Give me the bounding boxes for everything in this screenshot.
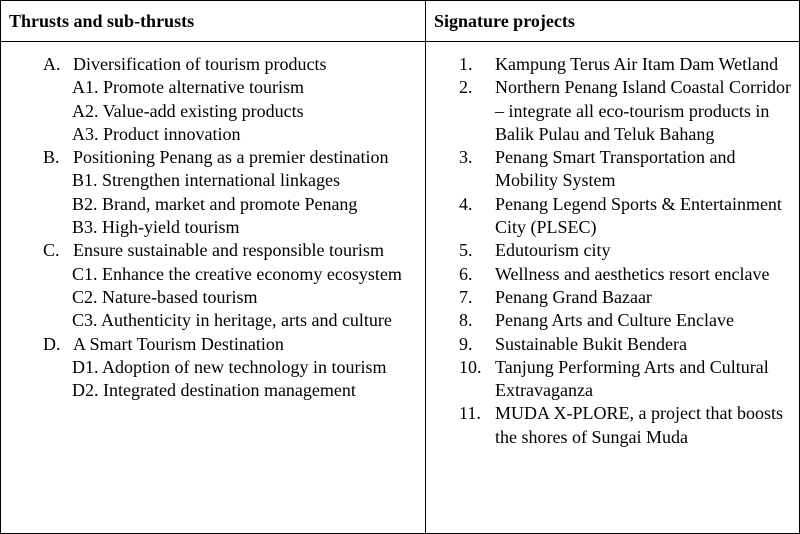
project-text: Penang Grand Bazaar (495, 286, 652, 307)
project-item (459, 286, 794, 309)
sub-thrust: D1. Adoption of new technology in tourism (72, 356, 387, 377)
sub-thrust: A3. Product innovation (72, 123, 241, 144)
project-number: 6. (459, 263, 473, 284)
header-projects: Signature projects (434, 11, 575, 31)
thrust-label: A. (43, 54, 61, 74)
sub-thrust: B3. High-yield tourism (72, 217, 240, 238)
thrusts-column (43, 53, 418, 402)
project-item (459, 263, 794, 286)
sub-thrust: A2. Value-add existing products (72, 100, 304, 121)
project-text: Kampung Terus Air Itam Dam Wetland (495, 54, 779, 74)
project-text: Northern Penang Island Coastal Corridor – integrate all eco-tourism products in Balik Pulau and Teluk Bahang (495, 77, 791, 144)
project-item (459, 309, 794, 332)
project-text: Penang Arts and Culture Enclave (495, 310, 734, 331)
project-text: Edutourism city (495, 240, 611, 261)
project-text: Penang Smart Transportation and Mobility System (495, 147, 736, 191)
sub-thrust: A1. Promote alternative tourism (72, 77, 304, 98)
sub-thrust: C2. Nature-based tourism (72, 286, 258, 307)
project-item (459, 76, 794, 146)
thrust-label: D. (43, 333, 61, 354)
project-item (459, 146, 794, 193)
project-text: Sustainable Bukit Bendera (495, 333, 687, 354)
project-item (459, 239, 794, 262)
project-item (459, 333, 794, 356)
project-number: 4. (459, 193, 473, 214)
project-text: Wellness and aesthetics resort enclave (495, 263, 770, 284)
project-number: 5. (459, 240, 473, 261)
project-number: 2. (459, 77, 473, 98)
sub-thrust: D2. Integrated destination management (72, 380, 356, 401)
project-item (459, 53, 794, 76)
header-thrusts: Thrusts and sub-thrusts (9, 11, 195, 31)
header-divider (1, 41, 799, 42)
sub-thrust: B2. Brand, market and promote Penang (72, 193, 358, 214)
project-number: 11. (459, 403, 481, 424)
project-text: Tanjung Performing Arts and Cultural Extravaganza (495, 356, 769, 401)
project-item (459, 402, 794, 449)
column-divider (425, 1, 426, 533)
thrust-text: Positioning Penang as a premier destination (73, 147, 389, 168)
sub-thrust: C1. Enhance the creative economy ecosystem (72, 263, 402, 284)
project-number: 1. (459, 54, 473, 74)
thrust-label: B. (43, 147, 60, 168)
sub-thrust: B1. Strengthen international linkages (72, 170, 340, 191)
project-text: MUDA X-PLORE, a project that boosts the shores of Sungai Muda (495, 403, 783, 447)
project-item (459, 193, 794, 240)
thrust-c (43, 239, 418, 262)
project-number: 9. (459, 333, 473, 354)
project-text: Penang Legend Sports & Entertainment City (PLSEC) (495, 193, 782, 238)
project-number: 7. (459, 286, 473, 307)
sub-thrust: C3. Authenticity in heritage, arts and culture (72, 310, 392, 331)
thrust-b (43, 146, 418, 169)
project-item (459, 356, 794, 403)
project-number: 8. (459, 310, 473, 331)
projects-column (459, 53, 794, 449)
thrust-d (43, 333, 418, 356)
project-number: 10. (459, 356, 482, 377)
thrust-text: Ensure sustainable and responsible tourism (73, 240, 384, 261)
thrust-a (43, 53, 418, 76)
thrust-text: A Smart Tourism Destination (73, 333, 284, 354)
thrust-text: Diversification of tourism products (73, 54, 327, 74)
thrust-label: C. (43, 240, 60, 261)
project-number: 3. (459, 147, 473, 168)
